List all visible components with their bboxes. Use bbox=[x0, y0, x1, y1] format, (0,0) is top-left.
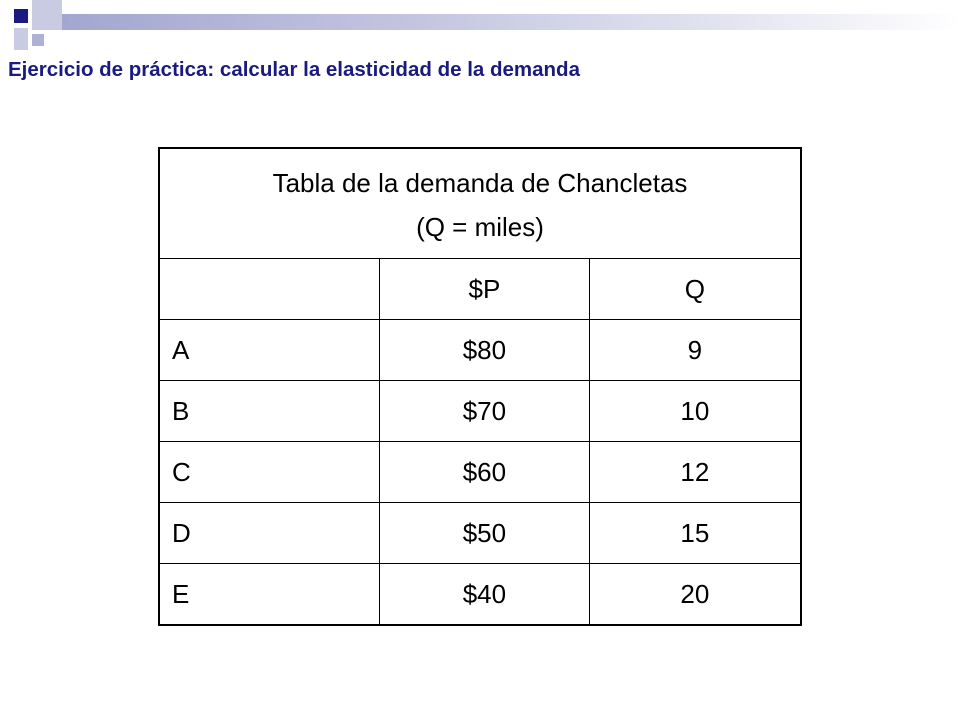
table-row bbox=[159, 503, 801, 564]
slide-title: Ejercicio de práctica: calcular la elasticidad de la demanda bbox=[8, 58, 580, 81]
header-cell-quantity: Q bbox=[589, 259, 801, 320]
quantity-cell: 15 bbox=[589, 503, 801, 564]
table-row bbox=[159, 442, 801, 503]
table-caption bbox=[159, 148, 801, 259]
table-header-row bbox=[159, 259, 801, 320]
price-cell: $80 bbox=[380, 320, 590, 381]
quantity-cell: 9 bbox=[589, 320, 801, 381]
price-cell: $70 bbox=[380, 381, 590, 442]
header-decor-square-small bbox=[14, 28, 28, 50]
row-label-cell: C bbox=[159, 442, 380, 503]
table-row bbox=[159, 320, 801, 381]
price-cell: $50 bbox=[380, 503, 590, 564]
row-label-cell: E bbox=[159, 564, 380, 626]
table-row bbox=[159, 381, 801, 442]
demand-table bbox=[158, 147, 802, 626]
header-decor-square-tiny bbox=[32, 34, 44, 46]
quantity-cell: 12 bbox=[589, 442, 801, 503]
price-cell: $40 bbox=[380, 564, 590, 626]
header-cell-label bbox=[159, 259, 380, 320]
row-label-cell: B bbox=[159, 381, 380, 442]
price-cell: $60 bbox=[380, 442, 590, 503]
header-decor-square-navy bbox=[14, 9, 28, 23]
row-label-cell: A bbox=[159, 320, 380, 381]
row-label-cell: D bbox=[159, 503, 380, 564]
table-caption-row bbox=[159, 148, 801, 259]
header-gradient-bar bbox=[62, 14, 960, 30]
quantity-cell: 10 bbox=[589, 381, 801, 442]
table-caption-units: (Q = miles) bbox=[416, 211, 544, 242]
header-decor-square-large bbox=[32, 0, 62, 30]
quantity-cell: 20 bbox=[589, 564, 801, 626]
table-row bbox=[159, 564, 801, 626]
header-cell-price: $P bbox=[380, 259, 590, 320]
table-caption-title: Tabla de la demanda de Chancletas bbox=[272, 167, 688, 198]
